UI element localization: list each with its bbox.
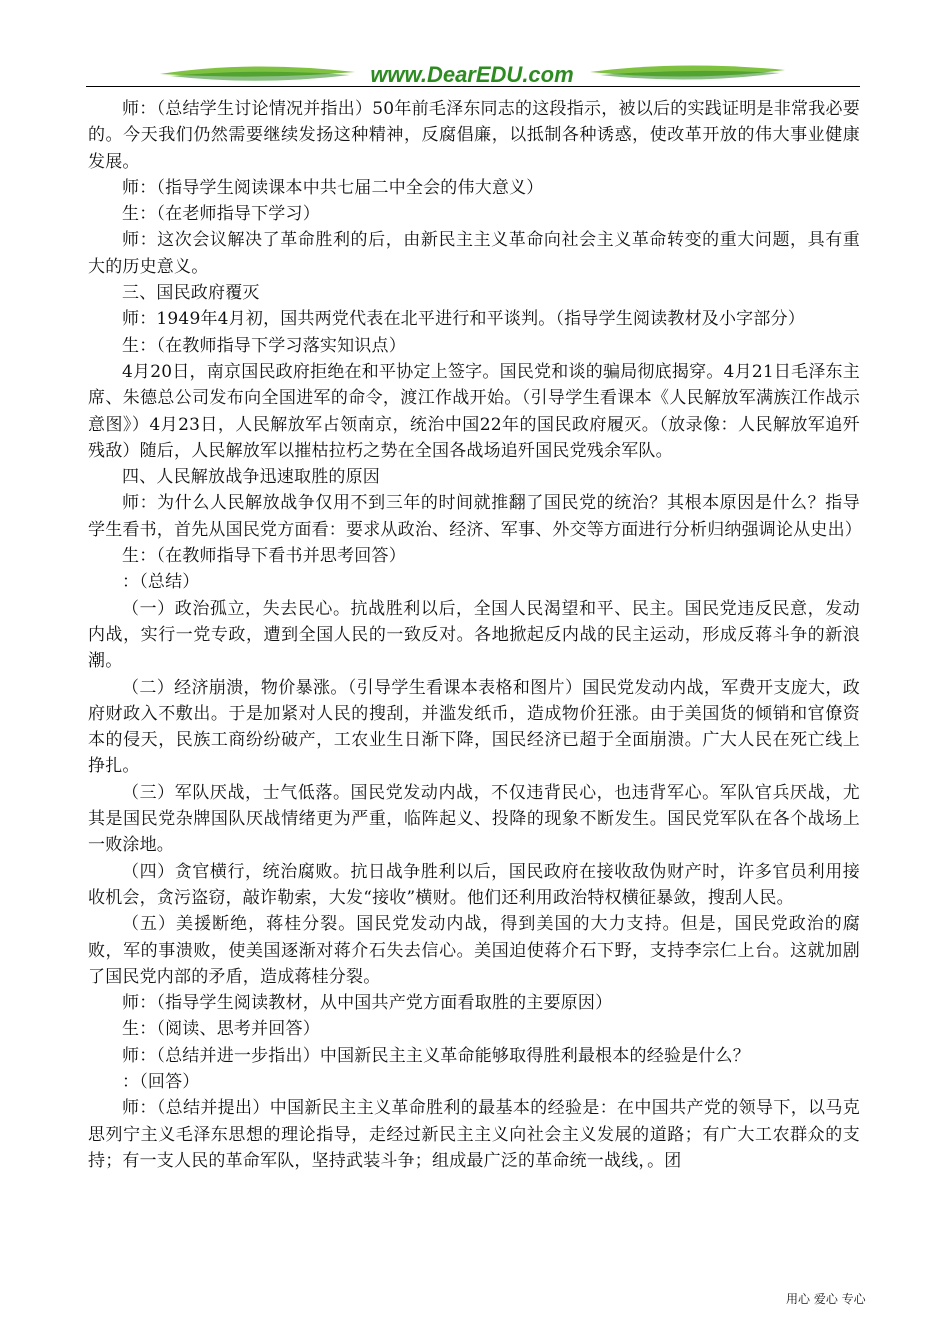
paragraph: 师：（总结并进一步指出）中国新民主主义革命能够取得胜利最根本的经验是什么？ <box>122 1045 750 1066</box>
document-body <box>88 96 860 1174</box>
page-header <box>0 0 950 92</box>
paragraph: 师：（指导学生阅读教材，从中国共产党方面看取胜的主要原因） <box>122 993 613 1014</box>
paragraph: 师：这次会议解决了革命胜利的后，由新民主主义革命向社会主义革命转变的重大问题，具有重大的历史意义。 <box>88 230 860 277</box>
page-footer: 用心 爱心 专心 <box>786 1292 866 1306</box>
paragraph: 师：（总结学生讨论情况并指出）50年前毛泽东同志的这段指示，被以后的实践证明是非常我必要的。今天我们仍然需要继续发扬这种精神，反腐倡廉，以抵制各种诱惑，使改革开放的伟大事业健康发展。 <box>88 99 860 172</box>
paragraph: 生：（在老师指导下学习） <box>122 204 320 225</box>
paragraph: 生：（在教师指导下学习落实知识点） <box>122 335 406 356</box>
section-heading: 四、人民解放战争迅速取胜的原因 <box>122 467 380 488</box>
paragraph: （一）政治孤立，失去民心。抗战胜利以后，全国人民渴望和平、民主。国民党违反民意，发动内战，实行一党专政，遭到全国人民的一致反对。各地掀起反内战的民主运动，形成反蒋斗争的新浪潮。 <box>88 598 860 672</box>
paragraph: 生：（在教师指导下看书并思考回答） <box>122 546 406 567</box>
logo-text: www.DearEDU.com <box>370 62 574 87</box>
paragraph: ：（总结） <box>122 572 200 593</box>
paragraph: （三）军队厌战，士气低落。国民党发动内战，不仅违背民心，也违背军心。军队官兵厌战，尤其是国民党杂牌国队厌战情绪更为严重，临阵起义、投降的现象不断发生。国民党军队在各个战场上一败涂地。 <box>88 782 860 856</box>
paragraph: 4月20日，南京国民政府拒绝在和平协定上签字。国民党和谈的骗局彻底揭穿。4月21日毛泽东主席、朱德总公司发布向全国进军的命令，渡江作战开始。（引导学生看课本《人民解放军满族江作战示意图》）4月23日，人民解放军占领南京，统治中国22年的国民政府履灭。（放录像：人民解放军追歼残敌）随后，人民解放军以摧枯拉朽之势在全国各战场追歼国民党残余军队。 <box>88 361 860 461</box>
header-rule <box>86 86 860 87</box>
paragraph: 师：1949年4月初，国共两党代表在北平进行和平谈判。（指导学生阅读教材及小字部分） <box>122 309 805 330</box>
paragraph: 师：（指导学生阅读课本中共七届二中全会的伟大意义） <box>122 177 544 198</box>
paragraph: ：（回答） <box>122 1071 200 1092</box>
paragraph: 师：为什么人民解放战争仅用不到三年的时间就推翻了国民党的统治？其根本原因是什么？指导学生看书，首先从国民党方面看：要求从政治、经济、军事、外交等方面进行分析归纳强调论从史出） <box>88 493 862 540</box>
paragraph: （五）美援断绝，蒋桂分裂。国民党发动内战，得到美国的大力支持。但是，国民党政治的腐败，军的事溃败，使美国逐渐对蒋介石失去信心。美国迫使蒋介石下野，支持李宗仁上台。这就加剧了国民党内部的矛盾，造成蒋桂分裂。 <box>88 914 860 987</box>
paragraph: （二）经济崩溃，物价暴涨。（引导学生看课本表格和图片）国民党发动内战，军费开支庞大，政府财政入不敷出。于是加紧对人民的搜刮，并滥发纸币，造成物价狂涨。由于美国货的倾销和官僚资本的侵天，民族工商纷纷破产，工农业生日渐下降，国民经济已超于全面崩溃。广大人民在死亡线上挣扎。 <box>88 677 860 777</box>
paragraph: 生：（阅读、思考并回答） <box>122 1019 320 1040</box>
section-heading: 三、国民政府覆灭 <box>122 283 260 304</box>
paragraph: 师：（总结并提出）中国新民主主义革命胜利的最基本的经验是：在中国共产党的领导下，以马克思列宁主义毛泽东思想的理论指导，走经过新民主主义向社会主义发展的道路；有广大工农群众的支持；有一支人民的革命军队，坚持武装斗争；组成最广泛的革命统一战线，。团 <box>88 1098 860 1171</box>
paragraph: （四）贪官横行，统治腐败。抗日战争胜利以后，国民政府在接收敌伪财产时，许多官员利用接收机会，贪污盗窃，敲诈勒索，大发“接收”横财。他们还利用政治特权横征暴敛，搜刮人民。 <box>88 861 860 908</box>
